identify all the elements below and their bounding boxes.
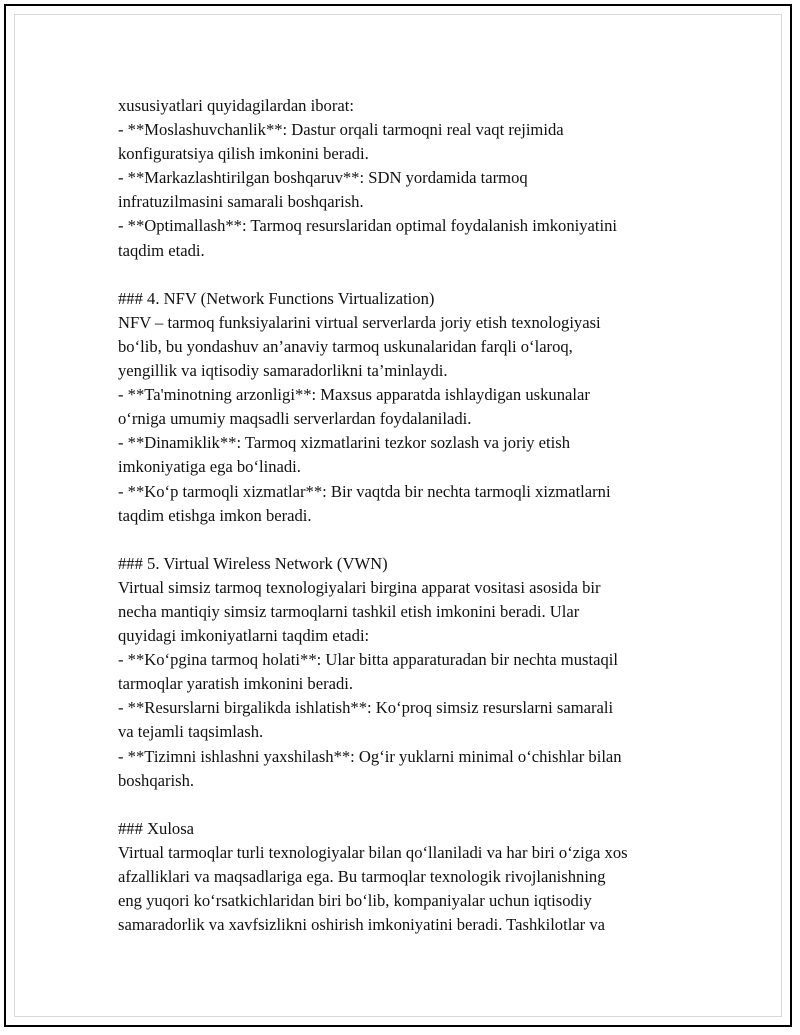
- section-heading: ### 5. Virtual Wireless Network (VWN): [118, 553, 388, 573]
- bullet-line: - **Dinamiklik**: Tarmoq xizmatlarini tezkor sozlash va joriy etish: [118, 433, 570, 453]
- text-line: o‘rniga umumiy maqsadli serverlardan foydalaniladi.: [118, 409, 472, 429]
- text-line: quyidagi imkoniyatlarni taqdim etadi:: [118, 626, 370, 646]
- text-line: necha mantiqiy simsiz tarmoqlarni tashkil etish imkonini beradi. Ular: [118, 601, 580, 621]
- text-line: yengillik va iqtisodiy samaradorlikni ta’minlaydi.: [118, 361, 448, 381]
- document-body: [118, 94, 698, 937]
- bullet-line: - **Moslashuvchanlik**: Dastur orqali tarmoqni real vaqt rejimida: [118, 120, 564, 140]
- bullet-line: - **Ta'minotning arzonligi**: Maxsus apparatda ishlaydigan uskunalar: [118, 385, 590, 405]
- text-line: Virtual simsiz tarmoq texnologiyalari birgina apparat vositasi asosida bir: [118, 577, 601, 597]
- text-line: imkoniyatiga ega bo‘linadi.: [118, 457, 301, 477]
- text-line: bo‘lib, bu yondashuv an’anaviy tarmoq uskunalaridan farqli o‘laroq,: [118, 336, 573, 356]
- text-line: afzalliklari va maqsadlariga ega. Bu tarmoqlar texnologik rivojlanishning: [118, 867, 606, 886]
- text-line: NFV – tarmoq funksiyalarini virtual serverlarda joriy etish texnologiyasi: [118, 312, 601, 332]
- bullet-line: - **Tizimni ishlashni yaxshilash**: Og‘ir yuklarni minimal o‘chishlar bilan: [118, 746, 622, 766]
- section-heading: ### Xulosa: [118, 818, 195, 838]
- text-line: samaradorlik va xavfsizlikni oshirish imkoniyatini beradi. Tashkilotlar va: [118, 915, 606, 935]
- bullet-line: - **Ko‘pgina tarmoq holati**: Ular bitta apparaturadan bir nechta mustaqil: [118, 650, 618, 670]
- paragraph-gap: [118, 793, 698, 817]
- bullet-line: - **Optimallash**: Tarmoq resurslaridan optimal foydalanish imkoniyatini: [118, 216, 618, 236]
- text-line: boshqarish.: [118, 770, 195, 790]
- text-line: taqdim etishga imkon beradi.: [118, 505, 312, 525]
- text-line: tarmoqlar yaratish imkonini beradi.: [118, 674, 354, 694]
- bullet-line: - **Markazlashtirilgan boshqaruv**: SDN yordamida tarmoq: [118, 168, 528, 188]
- text-line: eng yuqori ko‘rsatkichlaridan biri bo‘lib, kompaniyalar uchun iqtisodiy: [118, 891, 592, 911]
- section-heading: ### 4. NFV (Network Functions Virtualization): [118, 288, 435, 308]
- text-line: infratuzilmasini samarali boshqarish.: [118, 192, 364, 212]
- text-line: va tejamli taqsimlash.: [118, 722, 264, 742]
- paragraph-gap: [118, 263, 698, 287]
- bullet-line: - **Resurslarni birgalikda ishlatish**: Ko‘proq simsiz resurslarni samarali: [118, 698, 614, 718]
- text-line: Virtual tarmoqlar turli texnologiyalar bilan qo‘llaniladi va har biri o‘ziga xos: [118, 842, 628, 862]
- paragraph-gap: [118, 528, 698, 552]
- text-line: taqdim etadi.: [118, 240, 205, 260]
- bullet-line: - **Ko‘p tarmoqli xizmatlar**: Bir vaqtda bir nechta tarmoqli xizmatlarni: [118, 481, 611, 501]
- text-line: konfiguratsiya qilish imkonini beradi.: [118, 144, 369, 164]
- text-line: xususiyatlari quyidagilardan iborat:: [118, 96, 354, 115]
